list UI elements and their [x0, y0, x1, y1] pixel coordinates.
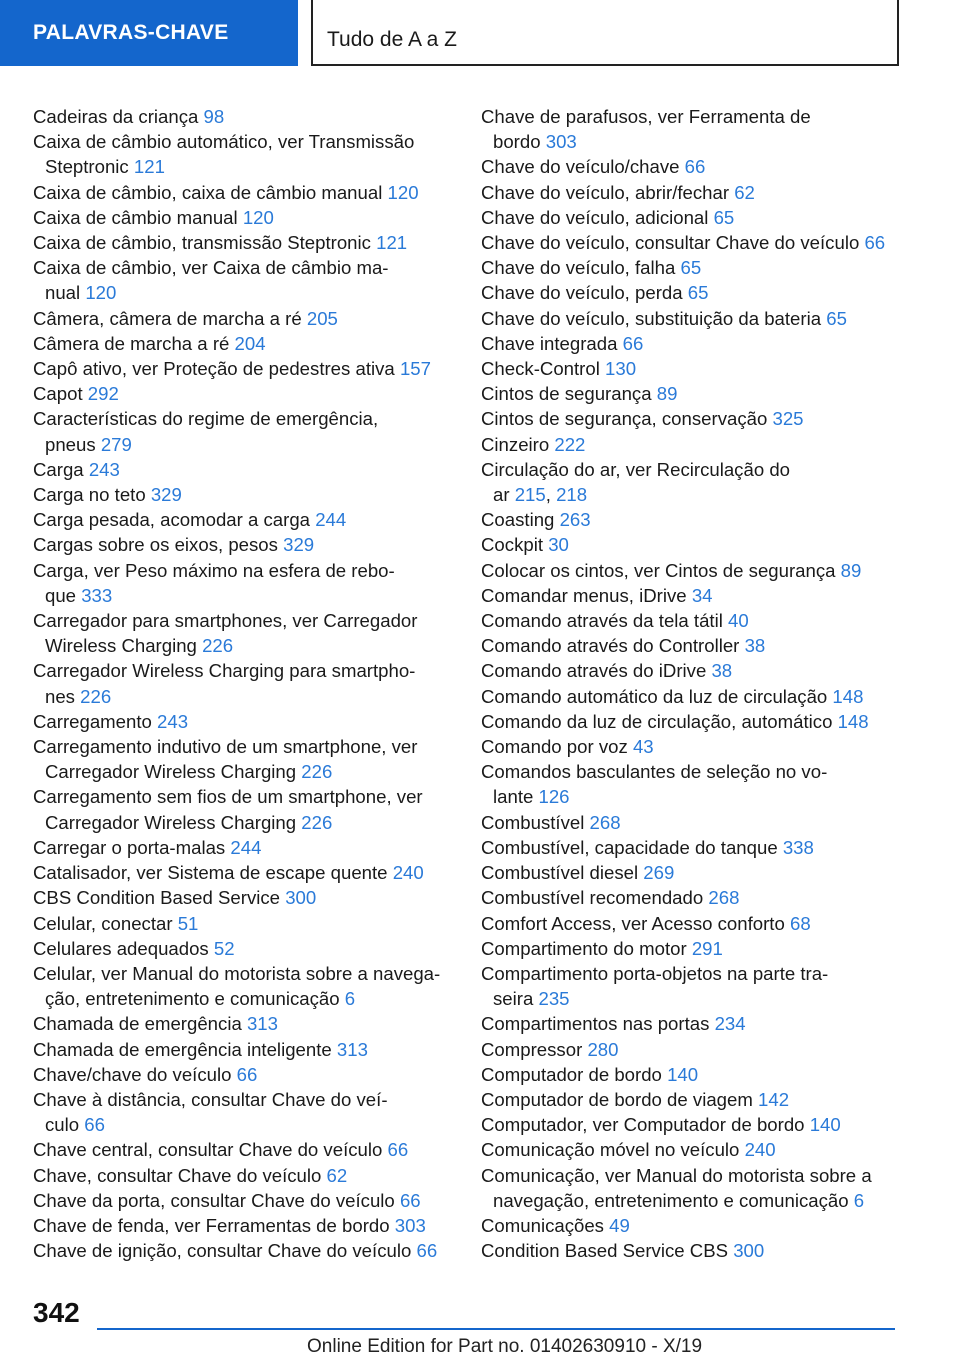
- index-entry-text: Comando automático da luz de circulação: [481, 685, 828, 707]
- index-entry-text: CBS Condition Based Service: [33, 887, 281, 909]
- index-entry: [33, 1011, 453, 1036]
- page-reference-link[interactable]: 280: [587, 1038, 619, 1060]
- index-entry: [481, 356, 901, 381]
- index-entry: [33, 1163, 453, 1188]
- page-reference-link[interactable]: 226: [80, 685, 112, 707]
- page-reference-link[interactable]: 313: [246, 1013, 278, 1035]
- index-entry: [33, 608, 453, 658]
- page-reference-link[interactable]: 142: [758, 1088, 790, 1110]
- index-entry-text: Colocar os cintos, ver Cintos de segurança: [481, 559, 836, 581]
- index-entry: [33, 482, 453, 507]
- index-entry: [481, 180, 901, 205]
- index-entry-text: Carregamento sem fios de um smartphone, ver Carregador Wireless Charging: [33, 786, 423, 833]
- index-entry-text: Comandar menus, iDrive: [481, 584, 687, 606]
- page-reference-link[interactable]: 226: [301, 811, 333, 833]
- index-entry-text: Comunicações: [481, 1214, 604, 1236]
- index-entry: [33, 104, 453, 129]
- page-reference-link[interactable]: 49: [609, 1214, 630, 1236]
- index-entry: [33, 180, 453, 205]
- section-subtitle: Tudo de A a Z: [327, 28, 457, 51]
- page-reference-link[interactable]: 66: [416, 1240, 438, 1262]
- page-number: 342: [33, 1297, 80, 1328]
- index-entry-text: Carregamento indutivo de um smartphone, ver Carregador Wireless Charging: [33, 736, 418, 783]
- index-entry-text: Caixa de câmbio, ver Caixa de câmbio ma- nual: [33, 257, 389, 304]
- index-entry-text: Coasting: [481, 509, 555, 531]
- index-entry-text: Chave de fenda, ver Ferramentas de bordo: [33, 1214, 390, 1236]
- index-entry: [481, 306, 901, 331]
- index-entry-text: Chave do veículo, substituição da bateria: [481, 307, 822, 329]
- index-entry-text: Cockpit: [481, 534, 544, 556]
- page-reference-link[interactable]: 313: [336, 1038, 368, 1060]
- index-entry-text: Comando por voz: [481, 736, 628, 758]
- page-reference-link[interactable]: 234: [714, 1013, 746, 1035]
- index-entry-text: Chave de ignição, consultar Chave do veículo: [33, 1240, 412, 1262]
- page-reference-link[interactable]: 98: [203, 106, 225, 127]
- index-entry-text: Cintos de segurança: [481, 383, 652, 405]
- index-entry: [481, 558, 901, 583]
- page-reference-link[interactable]: 291: [691, 937, 723, 959]
- page-reference-link[interactable]: 65: [680, 257, 702, 279]
- page-reference-link[interactable]: 62: [326, 1164, 348, 1186]
- index-entry: [481, 734, 901, 759]
- page-reference-link[interactable]: 89: [840, 559, 862, 581]
- page-reference-link[interactable]: 300: [285, 887, 317, 909]
- index-entry-text: Caixa de câmbio, caixa de câmbio manual: [33, 181, 383, 203]
- index-entry: [33, 784, 453, 834]
- index-entry: [481, 759, 901, 809]
- page-reference-link[interactable]: 34: [691, 584, 713, 606]
- index-entry: [33, 709, 453, 734]
- index-entry: [481, 1037, 901, 1062]
- index-entry-text: Cintos de segurança, conservação: [481, 408, 768, 430]
- index-entry-text: Computador de bordo: [481, 1063, 662, 1085]
- index-entry: [481, 1163, 901, 1213]
- index-entry-text: Cadeiras da criança: [33, 106, 199, 127]
- page-reference-link[interactable]: 66: [399, 1189, 421, 1211]
- page-reference-link[interactable]: 65: [713, 206, 735, 228]
- index-entry: [33, 306, 453, 331]
- index-entry-text: Combustível: [481, 811, 585, 833]
- index-entry-text: Combustível diesel: [481, 862, 639, 884]
- index-entry: [481, 1087, 901, 1112]
- index-entry: [481, 658, 901, 683]
- index-entry-text: Chave do veículo, adicional: [481, 206, 709, 228]
- index-entry-text: Capô ativo, ver Proteção de pedestres ativa: [33, 358, 395, 380]
- index-entry-text: Comando através do Controller: [481, 635, 740, 657]
- index-entry: [481, 255, 901, 280]
- index-entry-text: Carregamento: [33, 710, 152, 732]
- page-reference-link[interactable]: 300: [733, 1240, 765, 1262]
- index-entry: [481, 154, 901, 179]
- page-reference-link[interactable]: 268: [708, 887, 740, 909]
- index-entry: [33, 532, 453, 557]
- index-entry: [33, 885, 453, 910]
- page-reference-link[interactable]: 6: [853, 1189, 865, 1211]
- index-entry: [481, 583, 901, 608]
- page-reference-link[interactable]: 68: [790, 912, 811, 934]
- index-entry: [33, 658, 453, 708]
- index-entry: [33, 507, 453, 532]
- index-entry-text: Comunicação, ver Manual do motorista sobre a navegação, entretenimento e comunicação: [481, 1164, 872, 1211]
- index-entry-text: Chave de parafusos, ver Ferramenta de bordo: [481, 106, 811, 153]
- index-entry-text: Carregador para smartphones, ver Carregador Wireless Charging: [33, 610, 418, 657]
- index-entry: [481, 1238, 901, 1263]
- index-entry-text: Chamada de emergência: [33, 1013, 242, 1035]
- index-entry: [481, 381, 901, 406]
- page-reference-link[interactable]: 338: [782, 836, 814, 858]
- index-entry-text: Chave do veículo, consultar Chave do veículo: [481, 232, 860, 254]
- page-reference-link[interactable]: 292: [87, 383, 119, 405]
- index-entry-text: Celulares adequados: [33, 937, 209, 959]
- index-entry-text: Comando da luz de circulação, automático: [481, 710, 833, 732]
- index-entry-text: Chave integrada: [481, 332, 618, 354]
- footer-divider: [97, 1328, 895, 1330]
- index-entry: [33, 230, 453, 255]
- index-entry: [33, 1062, 453, 1087]
- index-entry: [33, 936, 453, 961]
- page-reference-link[interactable]: 38: [711, 660, 733, 682]
- page-reference-link[interactable]: 329: [283, 534, 315, 556]
- index-column-left: [33, 104, 453, 1263]
- index-entry-text: Celular, conectar: [33, 912, 173, 934]
- index-entry: [33, 1037, 453, 1062]
- index-entry: [481, 280, 901, 305]
- index-entry: [481, 331, 901, 356]
- index-entry: [33, 255, 453, 305]
- footer-edition: Online Edition for Part no. 01402630910 - X/19: [307, 1336, 703, 1357]
- index-entry: Circulação do ar, ver Recirculação do ar 215, 218: [481, 458, 791, 506]
- index-entry-text: Comando através do iDrive: [481, 660, 707, 682]
- index-entry: [481, 1213, 901, 1238]
- index-entry-text: Comandos basculantes de seleção no vo- lante: [481, 761, 828, 808]
- index-entry: [481, 633, 901, 658]
- page-reference-link[interactable]: 140: [667, 1063, 699, 1085]
- index-entry: [33, 406, 453, 456]
- index-entry-text: Carga, ver Peso máximo na esfera de rebo- que: [33, 559, 395, 606]
- page-reference-link[interactable]: 66: [864, 232, 886, 254]
- page-reference-link[interactable]: 121: [133, 156, 165, 178]
- index-entry-text: Cargas sobre os eixos, pesos: [33, 534, 278, 556]
- page-reference-link[interactable]: 218: [556, 484, 588, 506]
- index-entry-text: Chave da porta, consultar Chave do veículo: [33, 1189, 395, 1211]
- page-reference-link[interactable]: 43: [632, 736, 654, 758]
- index-entry-text: Carregador Wireless Charging para smartpho- nes: [33, 660, 416, 707]
- index-entry-text: Compartimento porta-objetos na parte tra- seira: [481, 962, 829, 1010]
- index-entry-text: Caixa de câmbio manual: [33, 206, 238, 228]
- index-entry-text: Carga pesada, acomodar a carga: [33, 509, 311, 531]
- index-entry-text: Chave do veículo, perda: [481, 282, 683, 304]
- index-entry: [33, 1238, 453, 1263]
- index-entry: [481, 961, 901, 1011]
- index-entry: [481, 1112, 901, 1137]
- page-reference-link[interactable]: 303: [394, 1214, 426, 1236]
- page-reference-link[interactable]: 244: [230, 836, 262, 858]
- page-reference-link[interactable]: 120: [85, 282, 117, 304]
- index-entry: [33, 356, 453, 381]
- page-reference-link[interactable]: 268: [589, 811, 621, 833]
- index-entry-text: Caixa de câmbio, transmissão Steptronic: [33, 232, 371, 254]
- index-column-right: [481, 104, 901, 1263]
- index-entry: [481, 608, 901, 633]
- index-entry: [481, 860, 901, 885]
- page-reference-link[interactable]: 66: [236, 1063, 258, 1085]
- index-entry: [481, 1011, 901, 1036]
- index-entry-text: Chamada de emergência inteligente: [33, 1038, 332, 1060]
- page-reference-link[interactable]: 6: [344, 988, 356, 1010]
- index-entry: [481, 810, 901, 835]
- index-entry-text: Compressor: [481, 1038, 583, 1060]
- page-reference-link[interactable]: 243: [157, 710, 189, 732]
- index-entry: [481, 885, 901, 910]
- index-entry-text: Comando através da tela tátil: [481, 610, 723, 632]
- index-entry: [33, 734, 453, 784]
- page-reference-link[interactable]: 279: [100, 433, 132, 455]
- index-entry-text: Comunicação móvel no veículo: [481, 1139, 740, 1161]
- index-entry-text: Câmera, câmera de marcha a ré: [33, 307, 302, 329]
- page-reference-link[interactable]: 66: [84, 1114, 105, 1136]
- index-entry: [33, 911, 453, 936]
- index-entry: [481, 532, 901, 557]
- page-reference-link[interactable]: 130: [605, 358, 637, 380]
- page-reference-link[interactable]: 204: [234, 332, 266, 354]
- index-entry: [481, 684, 901, 709]
- index-entry: [33, 1213, 453, 1238]
- index-entry: [33, 129, 453, 179]
- page-reference-link[interactable]: 235: [538, 988, 570, 1010]
- page-reference-link[interactable]: 66: [622, 332, 644, 354]
- index-entry-text: Chave à distância, consultar Chave do veí- culo: [33, 1088, 388, 1136]
- page-reference-link[interactable]: 226: [202, 635, 234, 657]
- index-entry: [481, 104, 901, 154]
- section-tab: [0, 0, 298, 66]
- index-entry-text: Características do regime de emergência, pneus: [33, 408, 379, 455]
- page-reference-link[interactable]: 222: [554, 433, 586, 455]
- index-entry-text: Chave/chave do veículo: [33, 1063, 232, 1085]
- index-entry-text: Chave do veículo, abrir/fechar: [481, 181, 730, 203]
- index-entry: [33, 381, 453, 406]
- index-entry: [481, 230, 901, 255]
- page-reference-link[interactable]: 244: [315, 509, 347, 531]
- index-entry: [481, 835, 901, 860]
- index-entry-text: Chave do veículo, falha: [481, 257, 676, 279]
- page-reference-link[interactable]: 140: [809, 1114, 841, 1136]
- index-entry: [33, 205, 453, 230]
- page-reference-link[interactable]: 263: [559, 509, 591, 531]
- index-entry: [481, 205, 901, 230]
- index-entry-text: Computador, ver Computador de bordo: [481, 1114, 805, 1136]
- index-entry: [33, 1087, 453, 1137]
- index-entry: [33, 835, 453, 860]
- page-reference-link[interactable]: 52: [213, 937, 235, 959]
- index-entry: [481, 1062, 901, 1087]
- index-entry: [481, 1137, 901, 1162]
- page-reference-link[interactable]: 66: [387, 1139, 409, 1161]
- page-reference-link[interactable]: 240: [744, 1139, 776, 1161]
- index-entry: [481, 406, 901, 431]
- index-entry-text: Caixa de câmbio automático, ver Transmissão Steptronic: [33, 131, 415, 178]
- page-reference-link[interactable]: 243: [88, 458, 120, 480]
- section-title: PALAVRAS-CHAVE: [33, 21, 229, 44]
- index-entry-text: Chave central, consultar Chave do veículo: [33, 1139, 383, 1161]
- header-box: [311, 0, 899, 66]
- page-reference-link[interactable]: 240: [392, 862, 424, 884]
- page-reference-link[interactable]: 65: [687, 282, 709, 304]
- page-reference-link[interactable]: 51: [177, 912, 199, 934]
- index-entry-text: Compartimento do motor: [481, 937, 687, 959]
- page-reference-link[interactable]: 65: [826, 307, 847, 329]
- page-reference-link[interactable]: 205: [306, 307, 338, 329]
- page-reference-link[interactable]: 30: [548, 534, 569, 556]
- index-entry-text: Carregar o porta-malas: [33, 836, 226, 858]
- page-reference-link[interactable]: 120: [387, 181, 419, 203]
- page-reference-link[interactable]: 148: [837, 710, 869, 732]
- index-entry-text: Celular, ver Manual do motorista sobre a navega- ção, entretenimento e comunicação: [33, 962, 441, 1010]
- index-entry: [481, 709, 901, 734]
- index-entry-text: Combustível recomendado: [481, 887, 704, 909]
- index-entry: [33, 457, 453, 482]
- index-entry: [33, 1188, 453, 1213]
- index-entry-text: Chave, consultar Chave do veículo: [33, 1164, 322, 1186]
- index-entry-text: Check-Control: [481, 358, 600, 380]
- index-entry: [33, 558, 453, 608]
- index-entry-text: Comfort Access, ver Acesso conforto: [481, 912, 785, 934]
- page-reference-link[interactable]: 269: [643, 862, 675, 884]
- page-reference-link[interactable]: 62: [734, 181, 755, 203]
- index-entry-text: Cinzeiro: [481, 433, 550, 455]
- index-entry-text: Catalisador, ver Sistema de escape quente: [33, 862, 388, 884]
- index-entry: [33, 961, 453, 1011]
- index-entry-text: Carga: [33, 458, 84, 480]
- index-entry: [33, 331, 453, 356]
- index-entry-text: Condition Based Service CBS: [481, 1240, 729, 1262]
- index-entry-text: Computador de bordo de viagem: [481, 1088, 753, 1110]
- index-entry: [33, 860, 453, 885]
- page-reference-link[interactable]: 215: [514, 484, 546, 506]
- page-reference-link[interactable]: 126: [538, 786, 570, 808]
- index-entry-text: Câmera de marcha a ré: [33, 332, 230, 354]
- page-reference-link[interactable]: 66: [684, 156, 706, 178]
- index-entry: [33, 1137, 453, 1162]
- index-entry: [481, 507, 901, 532]
- index-entry-text: Compartimentos nas portas: [481, 1013, 710, 1035]
- page-reference-link[interactable]: 325: [772, 408, 804, 430]
- page-reference-link[interactable]: 121: [376, 232, 408, 254]
- page-reference-link[interactable]: 148: [832, 685, 864, 707]
- index-entry-text: Combustível, capacidade do tanque: [481, 836, 778, 858]
- page-reference-link[interactable]: 38: [744, 635, 766, 657]
- page-reference-link[interactable]: 226: [301, 761, 333, 783]
- page-reference-link[interactable]: 40: [728, 610, 749, 632]
- index-entry: [481, 911, 901, 936]
- index-entry-text: Capot: [33, 383, 83, 405]
- page-reference-link[interactable]: 333: [81, 584, 113, 606]
- index-entry-text: Chave do veículo/chave: [481, 156, 680, 178]
- index-entry-text: Carga no teto: [33, 484, 146, 506]
- page-reference-link[interactable]: 303: [545, 131, 577, 153]
- page-reference-link[interactable]: 329: [150, 484, 182, 506]
- page-reference-link[interactable]: 157: [399, 358, 431, 380]
- page-reference-link[interactable]: 89: [656, 383, 678, 405]
- page-reference-link[interactable]: 120: [242, 206, 274, 228]
- index-entry: [481, 936, 901, 961]
- index-entry: [481, 432, 901, 457]
- index-entry-text: Circulação do ar, ver Recirculação do ar: [481, 458, 791, 506]
